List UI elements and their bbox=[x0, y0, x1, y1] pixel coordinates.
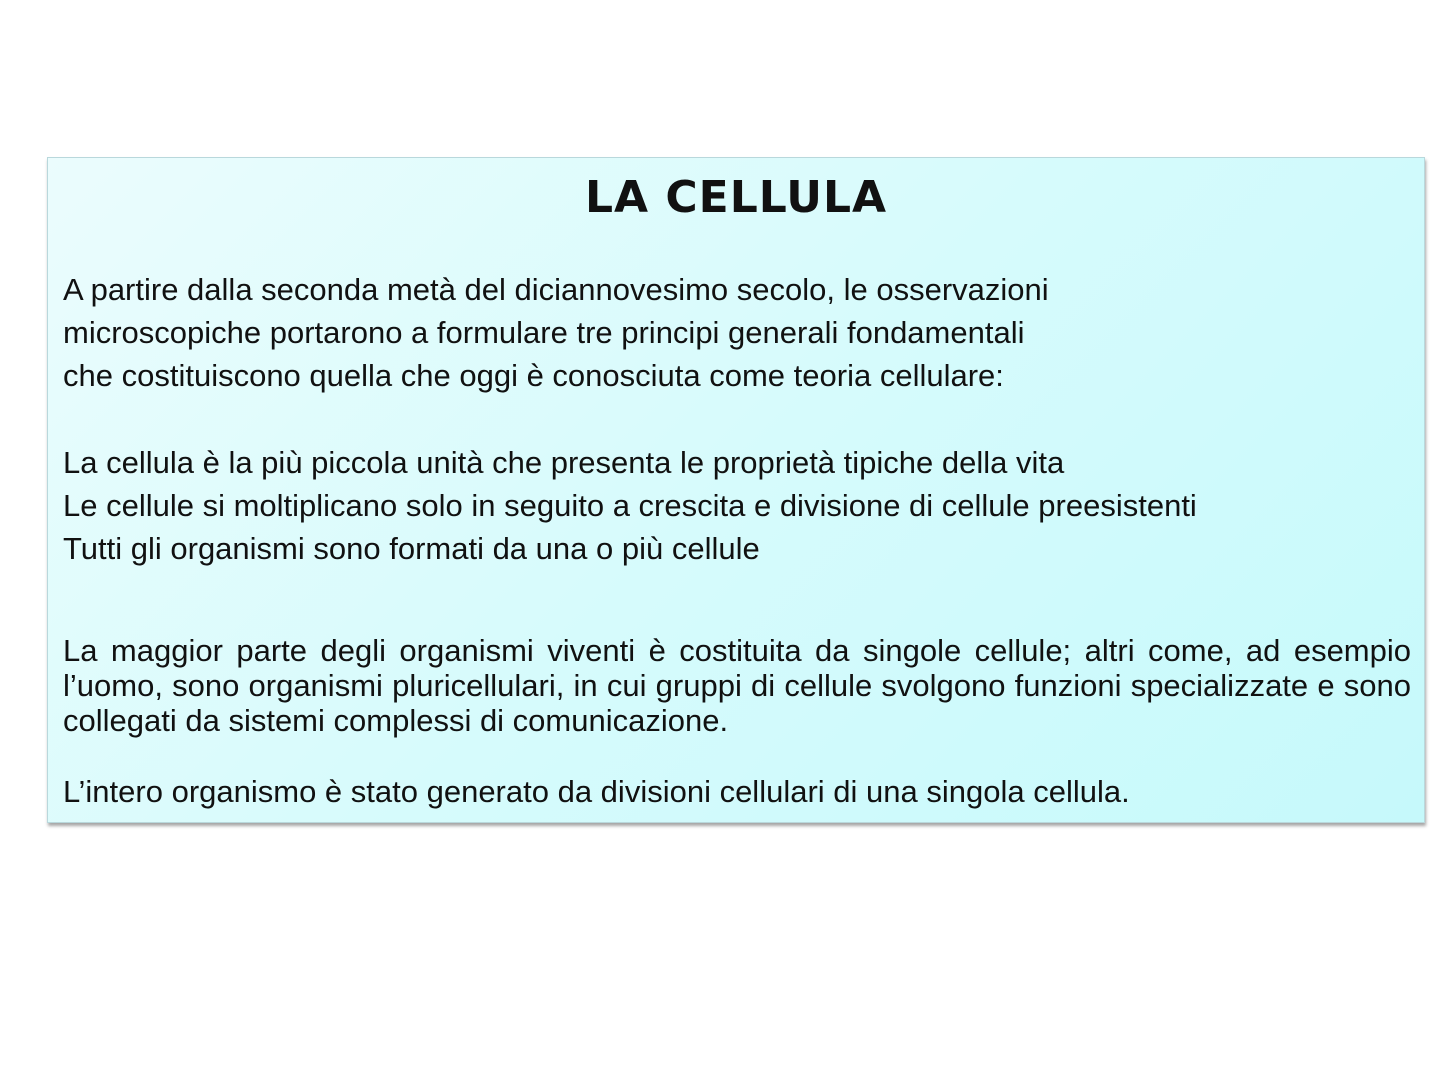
principles-list bbox=[63, 441, 1197, 570]
conclusion-paragraph: L’intero organismo è stato generato da divisioni cellulari di una singola cellula. bbox=[63, 774, 1130, 809]
principle-item: La cellula è la più piccola unità che presenta le proprietà tipiche della vita bbox=[63, 445, 1065, 480]
multicellular-paragraph: La maggior parte degli organismi viventi è costituita da singole cellule; altri come, ad esempio l’uomo, sono organismi pluricellulari, in cui gruppi di cellule svolgono funzioni specializzate e sono collegati da sistemi complessi di comunicazione. bbox=[63, 633, 1411, 738]
intro-line: che costituiscono quella che oggi è conosciuta come teoria cellulare: bbox=[63, 358, 1004, 393]
intro-line: microscopiche portarono a formulare tre principi generali fondamentali bbox=[63, 315, 1025, 350]
intro-line: A partire dalla seconda metà del diciannovesimo secolo, le osservazioni bbox=[63, 272, 1049, 307]
intro-paragraph bbox=[63, 268, 1049, 397]
principle-item: Tutti gli organismi sono formati da una o più cellule bbox=[63, 531, 760, 566]
slide-text-box bbox=[47, 157, 1425, 823]
principle-item: Le cellule si moltiplicano solo in seguito a crescita e divisione di cellule preesistenti bbox=[63, 488, 1197, 523]
slide-title: LA CELLULA bbox=[584, 172, 888, 223]
